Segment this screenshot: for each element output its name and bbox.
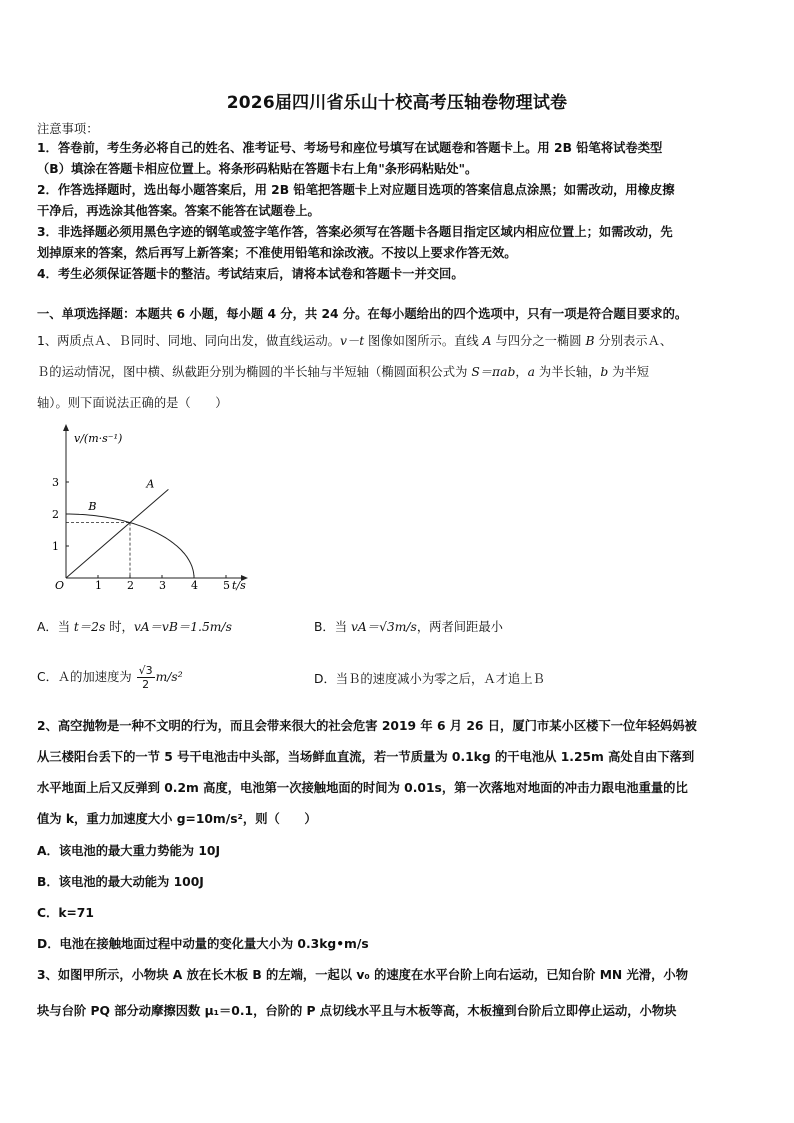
q2-stem-line: 值为 k，重力加速度大小 g=10m/s²，则（ ）: [37, 812, 317, 826]
q2-option-c: C．k=71: [37, 906, 94, 920]
x-tick-label: 2: [127, 579, 134, 592]
x-axis-label: t/s: [232, 579, 246, 592]
x-tick-label: 5: [223, 579, 230, 592]
q1-var-b: b: [600, 365, 609, 379]
notice-line: 干净后，再选涂其他答案。答案不能答在试题卷上。: [37, 204, 320, 218]
q1-option-c-fraction: [137, 664, 155, 691]
q1-option-b-eq: vA＝√3m/s: [350, 620, 417, 634]
q1-option-b: [314, 619, 503, 635]
series-a-label: A: [146, 477, 155, 491]
q1-var-B: B: [585, 334, 595, 348]
q2-option-b: B．该电池的最大动能为 100J: [37, 875, 204, 889]
y-axis-arrow: [63, 424, 69, 431]
q1-option-b-pre: B．当: [314, 620, 351, 634]
notice-line: 1．答卷前，考生务必将自己的姓名、准考证号、考场号和座位号填写在试题卷和答题卡上。用 2B 铅笔将试卷类型: [37, 141, 663, 155]
page-title: 2026届四川省乐山十校高考压轴卷物理试卷: [226, 93, 568, 113]
q1-text: 为半长轴，: [534, 365, 601, 379]
series-b-label: B: [88, 500, 97, 513]
section-heading: 一、单项选择题：本题共 6 小题，每小题 4 分，共 24 分。在每小题给出的四个选项中，只有一项是符合题目要求的。: [37, 307, 688, 321]
notice-line: 划掉原来的答案，然后再写上新答案；不准使用铅笔和涂改液。不按以上要求作答无效。: [37, 246, 517, 260]
notice-line: 4．考生必须保证答题卡的整洁。考试结束后，请将本试卷和答题卡一并交回。: [37, 267, 464, 281]
q1-text: 分别表示Ａ、: [594, 334, 673, 348]
fraction-numerator: √3: [138, 664, 153, 677]
q1-option-a-pre: A．当: [37, 620, 74, 634]
q2-option-a: A．该电池的最大重力势能为 10J: [37, 844, 221, 858]
x-tick-label: 3: [159, 579, 166, 592]
q1-stem-line-3: 轴）。则下面说法正确的是（ ）: [37, 396, 228, 410]
q2-stem-line: 水平地面上后又反弹到 0.2m 高度，电池第一次接触地面的时间为 0.01s，第一次落地对地面的冲击力跟电池重量的比: [37, 781, 688, 795]
q1-text: 与四分之一椭圆: [491, 334, 586, 348]
q2-stem-line: 2、高空抛物是一种不文明的行为，而且会带来很大的社会危害 2019 年 6 月 26 日，厦门市某小区楼下一位年轻妈妈被: [37, 719, 697, 733]
q1-var-A: A: [482, 334, 492, 348]
y-axis-label: v/(m·s⁻¹): [74, 432, 123, 445]
q1-text: 1、两质点Ａ、Ｂ同时、同地、同向出发，做直线运动。: [37, 334, 340, 348]
q1-option-c-pre: C．Ａ的加速度为: [37, 670, 136, 684]
q1-option-a-eq: vA＝vB＝1.5m/s: [133, 620, 232, 634]
q1-text: 图像如图所示。直线: [364, 334, 483, 348]
notice-line: （B）填涂在答题卡相应位置上。将条形码粘贴在答题卡右上角"条形码粘贴处"。: [37, 162, 478, 176]
q1-option-c-unit: m/s²: [155, 670, 183, 684]
y-tick-label: 2: [52, 508, 59, 521]
notice-heading: 注意事项：: [37, 122, 99, 136]
q2-option-d: D．电池在接触地面过程中动量的变化量大小为 0.3kg•m/s: [37, 937, 369, 951]
q1-area-formula: S＝πab: [471, 365, 516, 379]
q1-text: Ｂ的运动情况，图中横、纵截距分别为椭圆的半长轴与半短轴（椭圆面积公式为: [37, 365, 472, 379]
y-tick-label: 3: [52, 476, 59, 489]
q1-option-a: [37, 619, 232, 635]
notice-line: 2．作答选择题时，选出每小题答案后，用 2B 铅笔把答题卡上对应题目选项的答案信息点涂黑；如需改动，用橡皮擦: [37, 183, 675, 197]
x-tick-label: 4: [191, 579, 198, 592]
q1-option-a-time: t＝2s: [73, 620, 106, 634]
q1-option-b-post: ，两者间距最小: [416, 620, 503, 634]
q1-stem-line-2: [37, 364, 649, 380]
q1-text: 为半短: [608, 365, 650, 379]
fraction-denominator: 2: [142, 678, 150, 691]
q1-vt-label: v－t: [339, 334, 365, 348]
origin-label: O: [55, 579, 65, 592]
q3-stem-line-2: 块与台阶 PQ 部分动摩擦因数 μ₁＝0.1，台阶的 P 点切线水平且与木板等高，木板撞到台阶后立即停止运动，小物块: [37, 1004, 677, 1018]
series-a-line: [66, 489, 168, 578]
q1-option-c: [37, 664, 183, 691]
q1-option-a-mid: 时，: [105, 620, 134, 634]
vt-graph: [45, 420, 275, 600]
q1-option-d: D．当Ｂ的速度减小为零之后，Ａ才追上Ｂ: [314, 672, 545, 686]
q2-stem-line: 从三楼阳台丢下的一节 5 号干电池击中头部，当场鲜血直流，若一节质量为 0.1kg 的干电池从 1.25m 高处自由下落到: [37, 750, 695, 764]
q1-stem-line-1: [37, 333, 672, 349]
q3-stem-line-1: 3、如图甲所示，小物块 A 放在长木板 B 的左端，一起以 v₀ 的速度在水平台阶上向右运动，已知台阶 MN 光滑，小物: [37, 968, 688, 982]
y-tick-label: 1: [52, 540, 59, 553]
x-tick-label: 1: [95, 579, 102, 592]
notice-line: 3．非选择题必须用黑色字迹的钢笔或签字笔作答，答案必须写在答题卡各题目指定区域内相应位置上；如需改动，先: [37, 225, 673, 239]
q1-text: ，: [515, 365, 528, 379]
q1-var-a: a: [527, 365, 535, 379]
